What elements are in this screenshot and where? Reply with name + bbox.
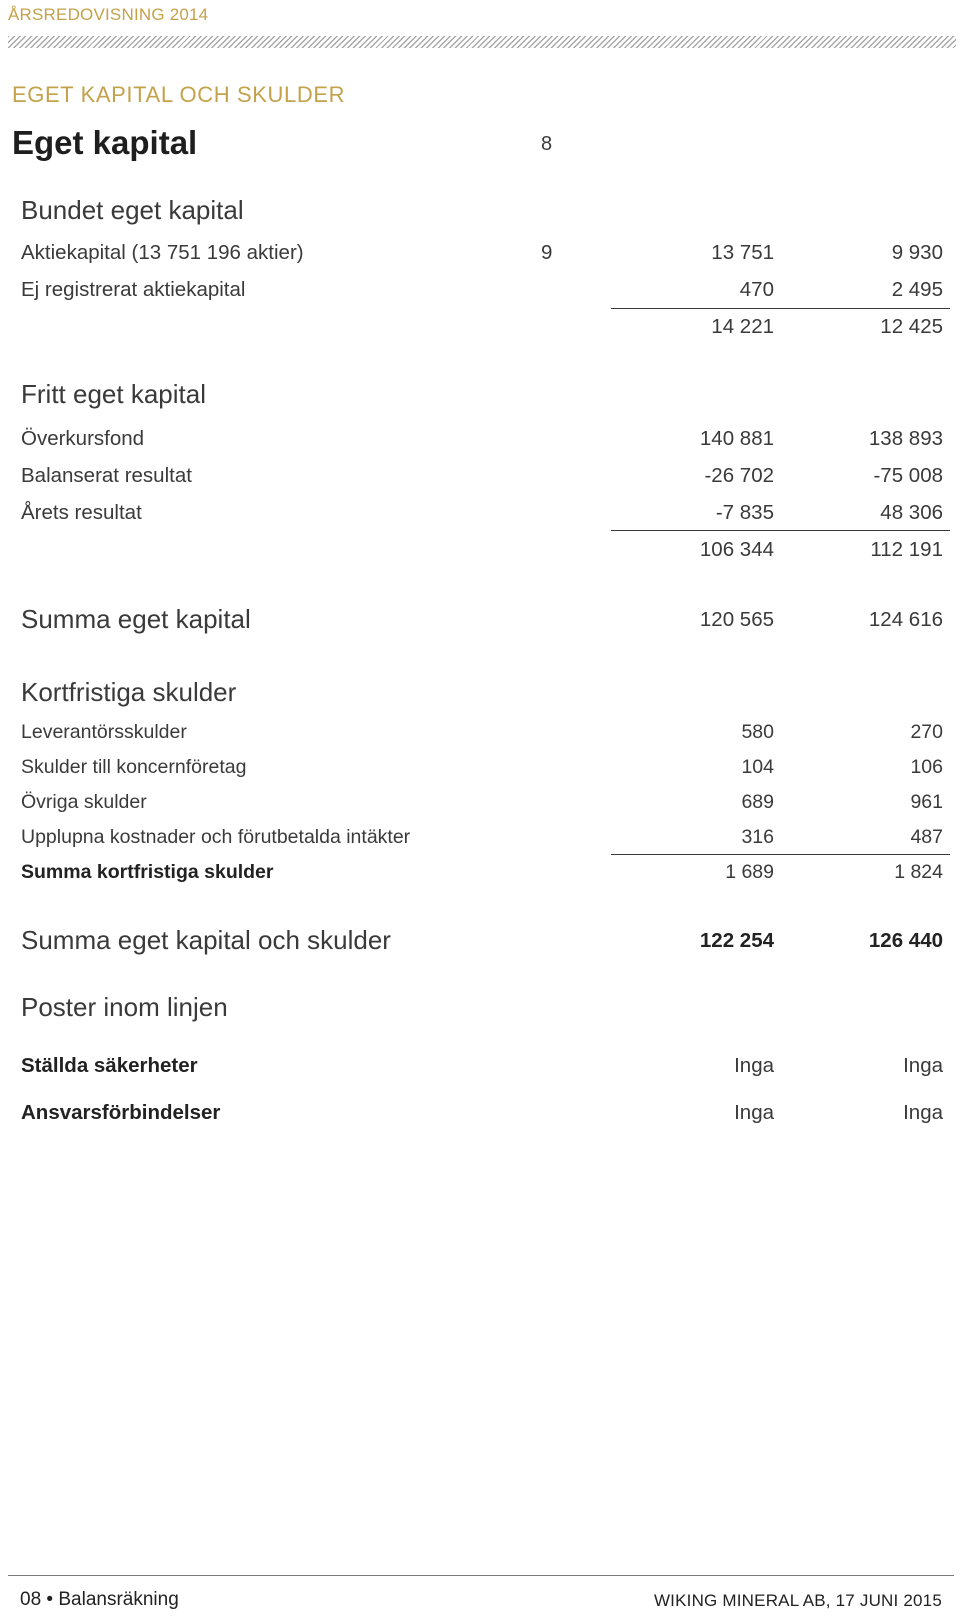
row-label: Upplupna kostnader och förutbetalda intäkter <box>21 826 411 848</box>
row-value-previous: -75 008 <box>873 464 943 487</box>
row-label: Aktiekapital (13 751 196 aktier) <box>21 241 304 264</box>
row-value-current: 689 <box>741 791 774 813</box>
footer-section-name: Balansräkning <box>58 1589 179 1610</box>
bullet-separator: • <box>46 1589 54 1610</box>
row-label: Summa eget kapital och skulder <box>21 925 391 955</box>
row-value-current: 140 881 <box>699 427 774 450</box>
subtotal-value-previous: 112 191 <box>870 538 943 561</box>
row-label: Överkursfond <box>21 427 145 450</box>
row-note-ref: 9 <box>541 241 553 264</box>
row-value-current: 13 751 <box>711 241 774 264</box>
page-heading-note-ref: 8 <box>541 133 553 155</box>
footer-company-date: WIKING MINERAL AB, 17 JUNI 2015 <box>653 1591 942 1610</box>
row-value-previous: 1 824 <box>894 861 943 883</box>
row-value-previous: 961 <box>910 791 943 813</box>
document-title: ÅRSREDOVISNING 2014 <box>8 5 209 24</box>
subtotal-value-current: 14 221 <box>711 315 774 338</box>
row-label: Övriga skulder <box>21 791 147 813</box>
row-value-current: 580 <box>741 721 774 743</box>
row-value-previous: Inga <box>903 1054 943 1077</box>
row-value-current: Inga <box>734 1101 774 1124</box>
row-value-current: 120 565 <box>699 608 774 631</box>
subtotal-divider <box>611 854 950 855</box>
row-label: Summa kortfristiga skulder <box>21 861 274 883</box>
row-value-current: -26 702 <box>704 464 774 487</box>
group-heading-label: Kortfristiga skulder <box>21 677 237 707</box>
row-label: Skulder till koncernföretag <box>21 756 247 778</box>
row-value-current: 1 689 <box>725 861 774 883</box>
page-heading: Eget kapital <box>12 124 198 161</box>
row-value-previous: 2 495 <box>891 278 943 301</box>
header-hatched-divider <box>8 36 956 48</box>
row-value-current: 316 <box>741 826 774 848</box>
subtotal-value-current: 106 344 <box>699 538 774 561</box>
group-heading-label: Bundet eget kapital <box>21 195 244 225</box>
subtotal-divider <box>611 530 950 531</box>
section-title: EGET KAPITAL OCH SKULDER <box>12 82 346 107</box>
row-value-current: 470 <box>739 278 774 301</box>
page-number: 08 <box>20 1589 42 1610</box>
footer-divider <box>8 1575 954 1576</box>
row-value-previous: 270 <box>910 721 943 743</box>
row-value-previous: 48 306 <box>880 501 943 524</box>
subtotal-divider <box>611 308 950 309</box>
footer-page-info <box>20 1589 179 1611</box>
group-heading-label: Poster inom linjen <box>21 992 228 1022</box>
row-value-previous: 124 616 <box>868 608 943 631</box>
row-value-current: Inga <box>734 1054 774 1077</box>
row-value-current: 104 <box>741 756 774 778</box>
row-label: Summa eget kapital <box>21 604 251 634</box>
row-label: Årets resultat <box>21 501 142 524</box>
row-value-previous: 9 930 <box>891 241 943 264</box>
row-label: Ansvarsförbindelser <box>21 1101 221 1124</box>
row-value-previous: 138 893 <box>868 427 943 450</box>
row-value-current: 122 254 <box>699 929 774 952</box>
subtotal-value-previous: 12 425 <box>880 315 943 338</box>
row-value-previous: 106 <box>910 756 943 778</box>
group-heading-label: Fritt eget kapital <box>21 379 206 409</box>
row-label: Ej registrerat aktiekapital <box>21 278 246 301</box>
row-label: Leverantörsskulder <box>21 721 187 743</box>
row-label: Ställda säkerheter <box>21 1054 198 1077</box>
row-value-previous: 126 440 <box>868 929 943 952</box>
row-value-previous: 487 <box>910 826 943 848</box>
row-label: Balanserat resultat <box>21 464 192 487</box>
row-value-previous: Inga <box>903 1101 943 1124</box>
row-value-current: -7 835 <box>715 501 774 524</box>
